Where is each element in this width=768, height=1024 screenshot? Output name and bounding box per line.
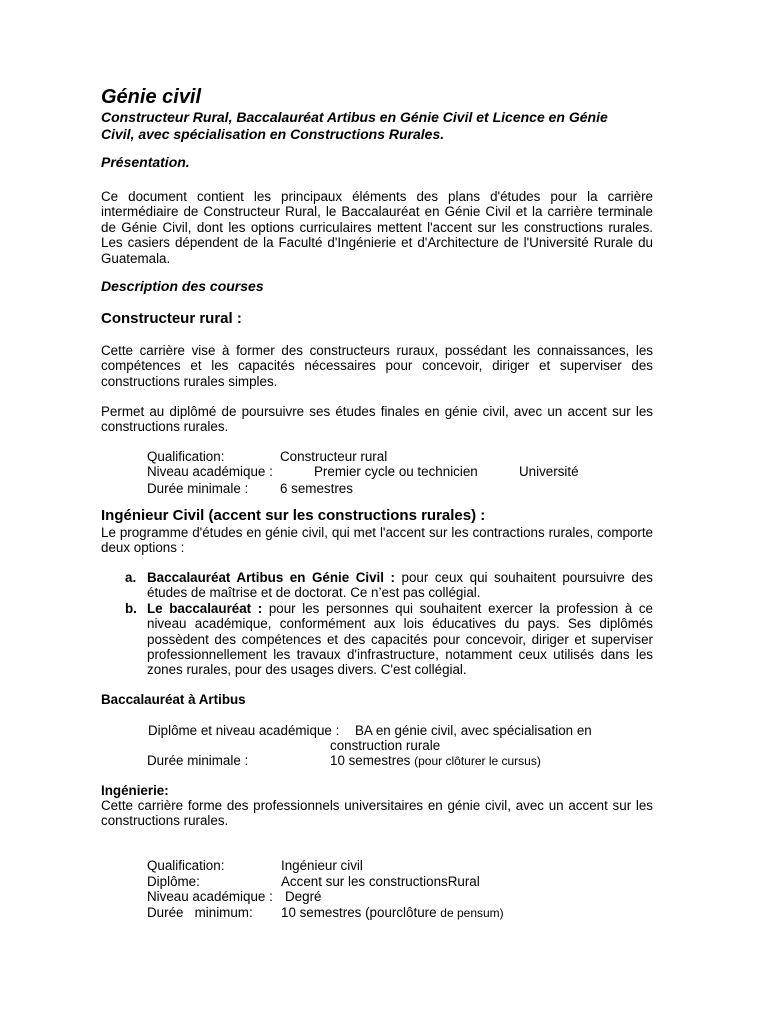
ing-qualification-label: Qualification: (147, 858, 225, 873)
ing-niveau-label: Niveau académique : (147, 889, 273, 904)
bac-heading: Baccalauréat à Artibus (101, 692, 246, 707)
ingenierie-heading: Ingénierie: (101, 783, 169, 798)
bac-duree-number: 10 semestres (330, 753, 411, 768)
option-title: Le baccalauréat : (147, 600, 263, 616)
option-title: Baccalauréat Artibus en Génie Civil : (147, 570, 395, 585)
option-marker: a. (125, 570, 137, 585)
ing-duree-note: de pensum) (440, 906, 504, 920)
ing-niveau-value: Degré (285, 889, 322, 904)
ingenieur-intro: Le programme d'études en génie civil, qui met l'accent sur les contractions rurales, comporte deux options : (101, 525, 653, 556)
options-list (101, 570, 653, 678)
duree-label: Durée minimale : (147, 481, 249, 496)
presentation-text: Ce document contient les principaux éléments des plans d'études pour la carrière intermédiaire de Constructeur Rural, le Baccalauréat en Génie Civil et la carrière terminale de Génie Civil, dont les options curriculaires mettent l'accent sur les constructions rurales. Les casiers dépendent de la Faculté d'Ingénierie et d'Architecture de l'Université Rurale du Guatemala. (101, 189, 653, 266)
bac-duree-label: Durée minimale : (147, 753, 249, 768)
ing-qualification-value: Ingénieur civil (281, 858, 363, 873)
option-item (101, 601, 653, 678)
doc-title: Génie civil (101, 86, 202, 108)
description-heading: Description des courses (101, 278, 264, 294)
bac-duree-value (330, 753, 541, 769)
bac-diplome-label: Diplôme et niveau académique : (148, 723, 340, 738)
ing-diplome-value: Accent sur les constructionsRural (281, 874, 480, 889)
niveau-label: Niveau académique : (147, 464, 273, 479)
ingenierie-text: Cette carrière forme des professionnels universitaires en génie civil, avec un accent sur les constructions rurales. (101, 798, 653, 829)
constructeur-heading: Constructeur rural : (101, 310, 242, 327)
presentation-heading: Présentation. (101, 154, 190, 170)
option-text: pour les personnes qui souhaitent exercer la profession à ce niveau académique, conformément aux lois éducatives du pays. Ses diplômés possèdent des compétences et des capacités pour concevoir, diriger et superviser professionnellement les travaux d'infrastructure, notamment ceux utilisés dans les zones rurales, pour des usages divers. C'est collégial. (147, 600, 653, 678)
niveau-value: Premier cycle ou technicien (314, 464, 478, 479)
constructeur-para-1: Cette carrière vise à former des constructeurs ruraux, possédant les connaissances, les compétences et les capacités nécessaires pour concevoir, diriger et superviser des constructions rurales simples. (101, 343, 653, 389)
option-item (101, 570, 653, 601)
bac-diplome-value-2: construction rurale (330, 738, 441, 753)
constructeur-para-2: Permet au diplômé de poursuivre ses études finales en génie civil, avec un accent sur les constructions rurales. (101, 404, 653, 435)
doc-subtitle: Constructeur Rural, Baccalauréat Artibus en Génie Civil et Licence en Génie Civil, avec spécialisation en Constructions Rurales. (101, 109, 608, 142)
ing-duree-number: 10 semestres (pourclôture (281, 905, 437, 920)
ing-diplome-label: Diplôme: (147, 874, 200, 889)
bac-duree-note: (pour clôturer le cursus) (414, 754, 541, 768)
option-text: pour ceux qui souhaitent poursuivre des études de maîtrise et de doctorat. Ce n’est pas collégial. (147, 570, 654, 601)
qualification-label: Qualification: (147, 449, 225, 464)
bac-diplome-value-1: BA en génie civil, avec spécialisation en (355, 723, 592, 738)
option-marker: b. (125, 600, 137, 616)
ing-duree-value (281, 905, 504, 921)
niveau-extra: Université (519, 464, 579, 479)
duree-value: 6 semestres (280, 481, 353, 496)
ing-duree-label: Durée minimum: (147, 905, 253, 920)
ingenieur-heading: Ingénieur Civil (accent sur les constructions rurales) : (101, 507, 486, 524)
qualification-value: Constructeur rural (280, 449, 388, 464)
